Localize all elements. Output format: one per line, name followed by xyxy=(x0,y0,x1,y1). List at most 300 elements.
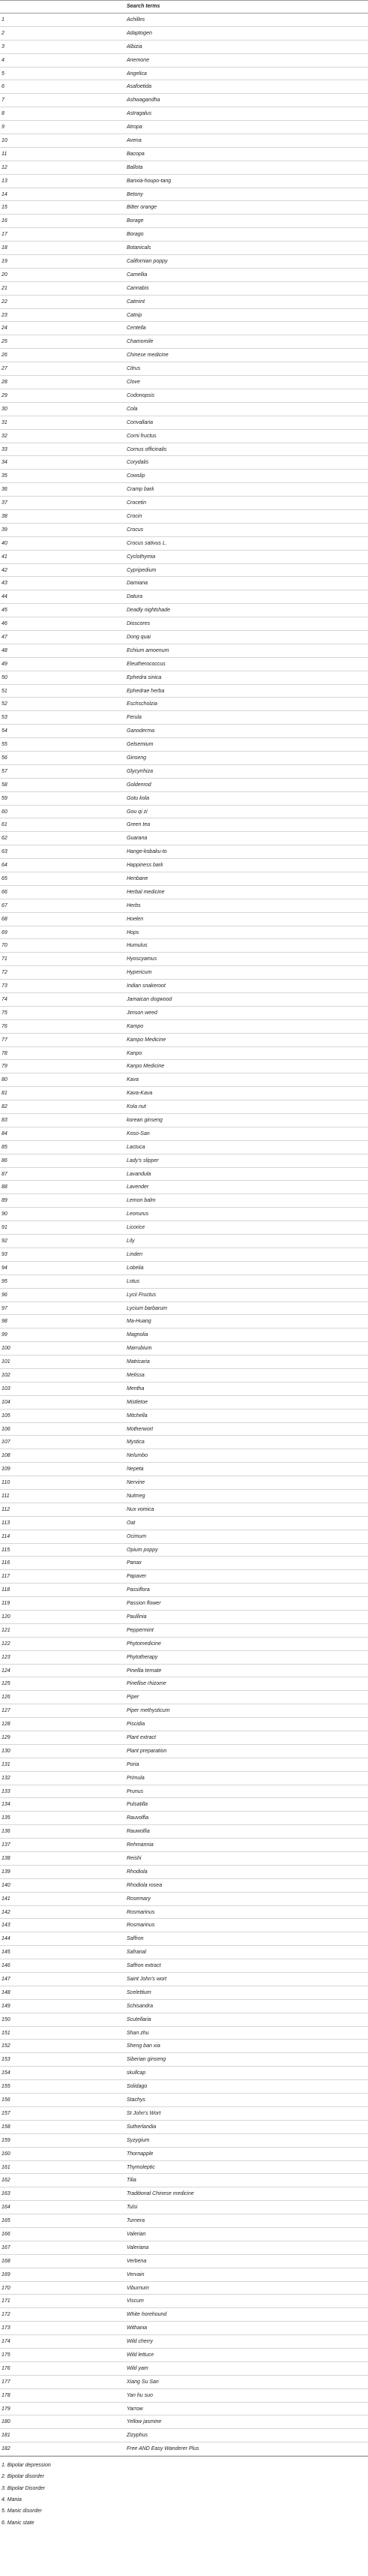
row-number: 116 xyxy=(1,1560,10,1566)
search-term: Indian snakeroot xyxy=(127,983,166,989)
table-row xyxy=(0,1060,368,1073)
search-term: Lavandula xyxy=(127,1171,151,1177)
table-row xyxy=(0,1289,368,1302)
search-term: Paullinia xyxy=(127,1614,147,1620)
search-term: Sheng ban xia xyxy=(127,2043,160,2049)
row-number: 11 xyxy=(1,151,7,157)
footnote: 6. Manic state xyxy=(1,2520,34,2526)
table-row xyxy=(0,2187,368,2201)
table-row xyxy=(0,1611,368,1624)
row-number: 181 xyxy=(1,2433,10,2439)
table-row xyxy=(0,188,368,202)
row-number: 37 xyxy=(1,500,7,506)
table-row xyxy=(0,1262,368,1275)
search-term: Hange-kobaku-to xyxy=(127,849,167,855)
table-row xyxy=(0,54,368,68)
search-term: Mentha xyxy=(127,1386,145,1392)
table-row xyxy=(0,1704,368,1718)
row-number: 134 xyxy=(1,1802,10,1808)
row-number: 27 xyxy=(1,366,7,372)
table-row xyxy=(0,282,368,296)
row-number: 182 xyxy=(1,2446,10,2452)
search-term: Panax xyxy=(127,1560,142,1566)
search-term: Herbal medicine xyxy=(127,889,165,895)
search-term: Camellia xyxy=(127,272,148,278)
table-row xyxy=(0,228,368,242)
table-row xyxy=(0,953,368,966)
table-row xyxy=(0,456,368,470)
row-number: 138 xyxy=(1,1856,10,1862)
row-number: 180 xyxy=(1,2419,10,2425)
table-row xyxy=(0,68,368,81)
row-number: 9 xyxy=(1,125,4,131)
search-term: Ephedra sinica xyxy=(127,674,162,680)
row-number: 174 xyxy=(1,2339,10,2345)
row-number: 40 xyxy=(1,540,7,546)
row-number: 45 xyxy=(1,608,7,614)
table-row xyxy=(0,269,368,282)
table-row xyxy=(0,1879,368,1893)
row-number: 61 xyxy=(1,822,7,828)
search-term: Vervain xyxy=(127,2271,145,2277)
search-term: Cola xyxy=(127,406,138,412)
row-number: 125 xyxy=(1,1681,10,1687)
row-number: 44 xyxy=(1,594,7,600)
table-row xyxy=(0,1946,368,1959)
row-number: 100 xyxy=(1,1346,10,1352)
search-term: Asafoetida xyxy=(127,84,152,90)
search-term: Thornapple xyxy=(127,2151,154,2157)
table-row xyxy=(0,416,368,430)
table-row xyxy=(0,322,368,335)
table-row xyxy=(0,510,368,524)
search-term: Saffron xyxy=(127,1936,144,1942)
search-term: Passion flower xyxy=(127,1601,161,1607)
row-number: 41 xyxy=(1,554,7,560)
table-row xyxy=(0,296,368,309)
search-term: Valeriana xyxy=(127,2244,149,2250)
search-term: Kanpo Medicine xyxy=(127,1064,165,1070)
table-row xyxy=(0,2121,368,2134)
search-term: Hypericum xyxy=(127,970,152,976)
table-row xyxy=(0,2295,368,2308)
search-term: Green tea xyxy=(127,822,151,828)
table-row xyxy=(0,2362,368,2376)
search-term: Rhodiola rosea xyxy=(127,1882,163,1888)
search-term: Deadly nightshade xyxy=(127,608,170,614)
search-term: Henbane xyxy=(127,876,148,881)
row-number: 66 xyxy=(1,889,7,895)
search-term: Bitter orange xyxy=(127,205,157,211)
search-term: Xiang Su San xyxy=(127,2379,159,2385)
search-term: Kampo xyxy=(127,1023,144,1029)
table-row xyxy=(0,1194,368,1208)
table-row xyxy=(0,255,368,269)
row-number: 179 xyxy=(1,2406,10,2412)
row-number: 145 xyxy=(1,1950,10,1956)
row-number: 83 xyxy=(1,1118,7,1124)
row-number: 110 xyxy=(1,1480,10,1486)
search-term: Solidago xyxy=(127,2084,148,2090)
table-row xyxy=(0,1919,368,1932)
search-term: Pinellia ternate xyxy=(127,1668,162,1674)
search-term: Rhodiola xyxy=(127,1869,148,1875)
row-number: 123 xyxy=(1,1654,10,1660)
search-term: Verbena xyxy=(127,2258,147,2264)
row-number: 117 xyxy=(1,1574,10,1580)
table-row xyxy=(0,551,368,564)
search-term: Plant preparation xyxy=(127,1748,167,1754)
search-term: Anemone xyxy=(127,57,149,63)
table-row xyxy=(0,832,368,845)
search-term: Lactuca xyxy=(127,1144,145,1150)
search-term: Kampo Medicine xyxy=(127,1037,166,1043)
search-term: Guarana xyxy=(127,836,148,842)
table-row xyxy=(0,2094,368,2107)
row-number: 144 xyxy=(1,1936,10,1942)
table-row xyxy=(0,1047,368,1061)
row-number: 17 xyxy=(1,232,7,238)
search-term: Turnera xyxy=(127,2218,145,2224)
search-term: Bacopa xyxy=(127,151,145,157)
row-number: 108 xyxy=(1,1453,10,1459)
row-number: 88 xyxy=(1,1184,7,1190)
search-term: Rauvolfia xyxy=(127,1815,149,1821)
row-number: 16 xyxy=(1,218,7,224)
table-row xyxy=(0,1651,368,1665)
row-number: 104 xyxy=(1,1399,10,1405)
table-row xyxy=(0,2429,368,2442)
row-number: 8 xyxy=(1,111,4,117)
row-number: 136 xyxy=(1,1829,10,1835)
row-number: 147 xyxy=(1,1977,10,1983)
table-row xyxy=(0,2415,368,2429)
table-row xyxy=(0,80,368,94)
row-number: 25 xyxy=(1,339,7,345)
search-term: Pulsatilla xyxy=(127,1802,148,1808)
row-number: 60 xyxy=(1,809,7,815)
search-term: Piper methysticum xyxy=(127,1708,170,1714)
search-term: Valerian xyxy=(127,2231,146,2237)
row-number: 141 xyxy=(1,1896,10,1902)
search-term: Eleutherococcus xyxy=(127,661,166,667)
row-number: 70 xyxy=(1,943,7,949)
search-term: Lemon balm xyxy=(127,1198,156,1204)
search-term: Stachys xyxy=(127,2097,145,2103)
table-row xyxy=(0,2349,368,2362)
table-row xyxy=(0,980,368,993)
search-term: Kava xyxy=(127,1077,139,1083)
search-term: Clove xyxy=(127,380,140,386)
search-term: Avena xyxy=(127,138,142,144)
table-row xyxy=(0,376,368,389)
row-number: 59 xyxy=(1,795,7,801)
row-number: 127 xyxy=(1,1708,10,1714)
row-number: 96 xyxy=(1,1292,7,1298)
row-number: 18 xyxy=(1,245,7,251)
search-term: Rehmannia xyxy=(127,1842,154,1848)
table-row xyxy=(0,685,368,698)
row-number: 49 xyxy=(1,661,7,667)
row-number: 79 xyxy=(1,1064,7,1070)
table-row xyxy=(0,1141,368,1154)
row-number: 133 xyxy=(1,1788,10,1794)
table-row xyxy=(0,698,368,711)
table-row xyxy=(0,792,368,806)
table-row xyxy=(0,1544,368,1557)
table-row xyxy=(0,1463,368,1476)
row-number: 135 xyxy=(1,1815,10,1821)
table-row xyxy=(0,2308,368,2322)
table-row xyxy=(0,1383,368,1396)
table-row xyxy=(0,2335,368,2349)
row-number: 21 xyxy=(1,285,7,291)
search-term: Scelettium xyxy=(127,1989,151,1995)
search-term: Rosemary xyxy=(127,1896,151,1902)
row-number: 101 xyxy=(1,1359,10,1365)
row-number: 33 xyxy=(1,446,7,452)
row-number: 121 xyxy=(1,1627,10,1633)
row-number: 148 xyxy=(1,1989,10,1995)
table-header xyxy=(0,1,368,13)
table-row xyxy=(0,2053,368,2067)
search-term: Nervine xyxy=(127,1480,145,1486)
search-term: Botanicals xyxy=(127,245,151,251)
search-term: Shan zhu xyxy=(127,2030,149,2036)
table-row xyxy=(0,1181,368,1194)
table-row xyxy=(0,107,368,121)
row-number: 98 xyxy=(1,1319,7,1325)
search-term: Plant extract xyxy=(127,1735,156,1740)
search-term: Corydalis xyxy=(127,460,149,466)
footnote: 3. Bipolar Disorder xyxy=(1,2485,45,2491)
row-number: 56 xyxy=(1,755,7,761)
search-term: Datura xyxy=(127,594,143,600)
row-number: 2 xyxy=(1,30,4,36)
table-row xyxy=(0,577,368,590)
table-row xyxy=(0,215,368,228)
table-row xyxy=(0,335,368,349)
table-row xyxy=(0,1638,368,1651)
row-number: 178 xyxy=(1,2392,10,2398)
table-row xyxy=(0,121,368,134)
search-term: Sutherlandia xyxy=(127,2124,157,2130)
search-term: Crocetin xyxy=(127,500,147,506)
table-row xyxy=(0,806,368,819)
row-number: 109 xyxy=(1,1467,10,1473)
search-term: Ocimum xyxy=(127,1533,147,1539)
row-number: 29 xyxy=(1,392,7,398)
table-row xyxy=(0,752,368,765)
search-term: St John's Wort xyxy=(127,2110,161,2116)
table-row xyxy=(0,765,368,779)
search-term: Viscum xyxy=(127,2298,144,2304)
table-row xyxy=(0,497,368,510)
search-term: Borago xyxy=(127,232,144,238)
table-row xyxy=(0,1665,368,1678)
row-number: 168 xyxy=(1,2258,10,2264)
row-number: 68 xyxy=(1,916,7,922)
table-row xyxy=(0,309,368,323)
search-term: Adaptogen xyxy=(127,30,152,36)
table-row xyxy=(0,2013,368,2027)
table-row xyxy=(0,913,368,926)
table-row xyxy=(0,1825,368,1839)
row-number: 129 xyxy=(1,1735,10,1740)
row-number: 106 xyxy=(1,1426,10,1432)
row-number: 95 xyxy=(1,1278,7,1284)
row-number: 13 xyxy=(1,178,7,184)
table-row xyxy=(0,1007,368,1020)
table-row xyxy=(0,1302,368,1316)
search-term: Yarrow xyxy=(127,2406,143,2412)
row-number: 67 xyxy=(1,902,7,908)
row-number: 173 xyxy=(1,2325,10,2331)
search-term: Catnip xyxy=(127,312,142,318)
search-term: Eschscholzia xyxy=(127,701,157,707)
row-number: 112 xyxy=(1,1506,10,1512)
row-number: 82 xyxy=(1,1104,7,1110)
table-row xyxy=(0,1959,368,1973)
search-term: Hops xyxy=(127,929,139,935)
search-term: Saint John's wort xyxy=(127,1977,167,1983)
search-term: Gelsemium xyxy=(127,742,154,748)
search-term: korean ginseng xyxy=(127,1118,163,1124)
row-number: 99 xyxy=(1,1332,7,1338)
row-number: 4 xyxy=(1,57,4,63)
search-term: Prunus xyxy=(127,1788,144,1794)
search-term: Schisandra xyxy=(127,2003,154,2009)
search-term: Yan hu suo xyxy=(127,2392,153,2398)
table-row xyxy=(0,470,368,483)
table-row xyxy=(0,27,368,41)
row-number: 12 xyxy=(1,164,7,170)
row-number: 143 xyxy=(1,1923,10,1929)
row-number: 14 xyxy=(1,191,7,197)
row-number: 154 xyxy=(1,2070,10,2076)
search-term: Nepeta xyxy=(127,1467,144,1473)
row-number: 23 xyxy=(1,312,7,318)
row-number: 86 xyxy=(1,1157,7,1163)
search-term: Reishi xyxy=(127,1856,142,1862)
search-term: Piper xyxy=(127,1695,139,1701)
search-term: Motherwort xyxy=(127,1426,154,1432)
search-term: Angelica xyxy=(127,71,147,77)
row-number: 24 xyxy=(1,326,7,332)
search-term: Damiana xyxy=(127,581,148,587)
table-row xyxy=(0,1731,368,1745)
search-term: Ballota xyxy=(127,164,143,170)
table-row xyxy=(0,1315,368,1329)
table-row xyxy=(0,738,368,752)
row-number: 146 xyxy=(1,1963,10,1969)
search-term: Withania xyxy=(127,2325,148,2331)
row-number: 114 xyxy=(1,1533,10,1539)
table-row xyxy=(0,1866,368,1879)
row-number: 139 xyxy=(1,1869,10,1875)
search-term: Gotu kola xyxy=(127,795,149,801)
search-term: Licorice xyxy=(127,1225,145,1231)
search-term: Ganoderma xyxy=(127,728,154,734)
row-number: 52 xyxy=(1,701,7,707)
search-term: Marrubium xyxy=(127,1346,152,1352)
row-number: 58 xyxy=(1,782,7,788)
search-term: Linden xyxy=(127,1251,143,1257)
table-row xyxy=(0,2228,368,2241)
table-row xyxy=(0,1356,368,1369)
search-term: Oat xyxy=(127,1520,136,1526)
table-row xyxy=(0,2134,368,2148)
search-term: Syzygium xyxy=(127,2137,150,2143)
search-term: Rosmarinus xyxy=(127,1909,155,1915)
search-term: Dioscores xyxy=(127,621,151,627)
row-number: 3 xyxy=(1,44,4,50)
row-number: 165 xyxy=(1,2218,10,2224)
row-number: 177 xyxy=(1,2379,10,2385)
search-term: Rosmarinus xyxy=(127,1923,155,1929)
search-term: Traditional Chinese medicine xyxy=(127,2191,194,2197)
row-number: 150 xyxy=(1,2016,10,2022)
table-row xyxy=(0,1396,368,1410)
row-number: 169 xyxy=(1,2271,10,2277)
table-row xyxy=(0,1798,368,1812)
search-term: Jimson weed xyxy=(127,1010,157,1016)
row-number: 97 xyxy=(1,1305,7,1311)
search-term: Nux vomica xyxy=(127,1506,154,1512)
table-row xyxy=(0,1745,368,1758)
search-term: Opium poppy xyxy=(127,1547,158,1553)
row-number: 118 xyxy=(1,1587,10,1593)
table-row xyxy=(0,41,368,54)
row-number: 115 xyxy=(1,1547,10,1553)
search-term: Tulsi xyxy=(127,2205,138,2211)
table-row xyxy=(0,779,368,792)
row-number: 107 xyxy=(1,1440,10,1446)
table-row xyxy=(0,939,368,953)
table-row xyxy=(0,1342,368,1356)
row-number: 20 xyxy=(1,272,7,278)
row-number: 7 xyxy=(1,98,4,104)
table-row xyxy=(0,658,368,671)
search-term: Mystica xyxy=(127,1440,145,1446)
search-term: Tilia xyxy=(127,2178,136,2184)
search-term: Herbs xyxy=(127,902,141,908)
table-row xyxy=(0,886,368,899)
table-row xyxy=(0,1087,368,1100)
table-row xyxy=(0,389,368,403)
row-number: 72 xyxy=(1,970,7,976)
search-term: Yellow jasmine xyxy=(127,2419,162,2425)
row-number: 102 xyxy=(1,1372,10,1378)
table-row xyxy=(0,2442,368,2456)
table-row xyxy=(0,1423,368,1437)
table-row xyxy=(0,1691,368,1704)
search-term: Wild cherry xyxy=(127,2339,153,2345)
search-term: Saffron extract xyxy=(127,1963,161,1969)
row-number: 137 xyxy=(1,1842,10,1848)
table-row xyxy=(0,1410,368,1423)
search-term: Cramp bark xyxy=(127,487,154,493)
search-term: Hyoscyamus xyxy=(127,956,157,962)
table-row xyxy=(0,966,368,980)
table-row xyxy=(0,1235,368,1248)
row-number: 142 xyxy=(1,1909,10,1915)
table-row xyxy=(0,1436,368,1449)
search-term: Pinellise rhizome xyxy=(127,1681,166,1687)
table-row xyxy=(0,175,368,188)
search-term: Lycii Fructus xyxy=(127,1292,157,1298)
search-term: White horehound xyxy=(127,2312,167,2318)
